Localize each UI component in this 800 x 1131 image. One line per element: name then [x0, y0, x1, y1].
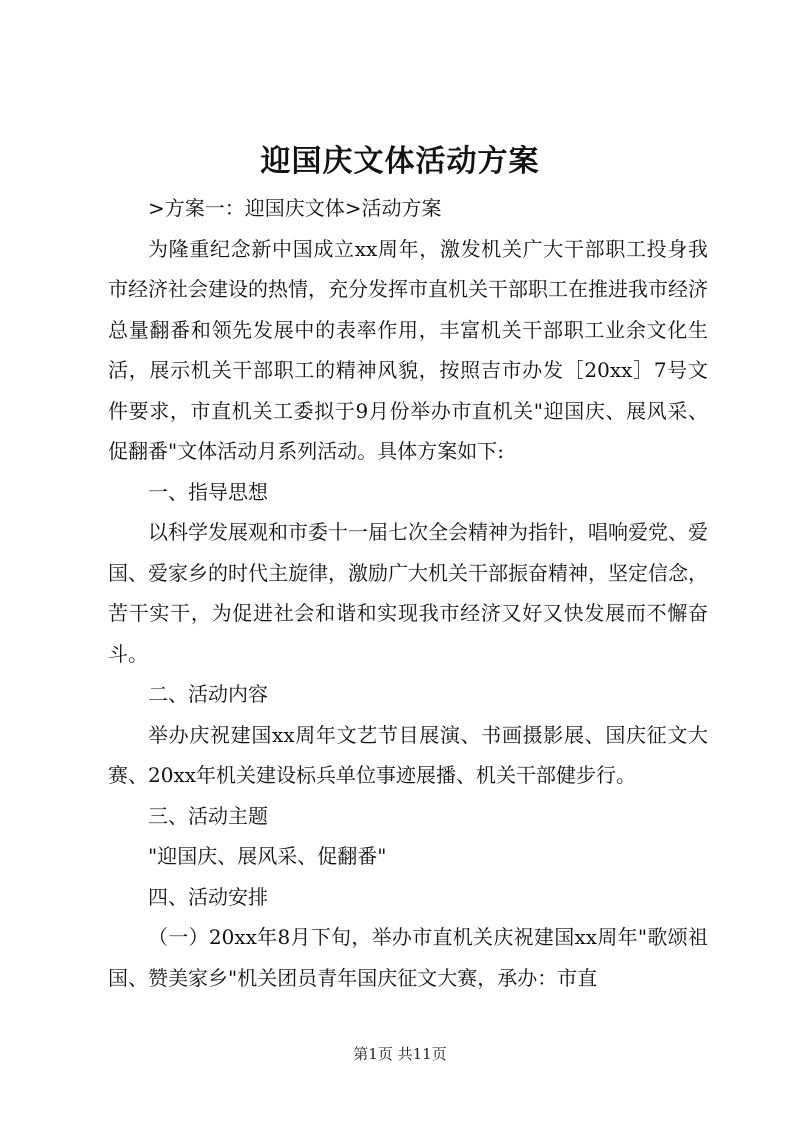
document-title: 迎国庆文体活动方案: [260, 144, 540, 179]
document-body: [108, 188, 708, 998]
section-heading-activity-theme: 三、活动主题: [148, 803, 268, 828]
page-number-footer: 第1页 共11页: [353, 1045, 447, 1063]
section-heading-activity-arrangement: 四、活动安排: [148, 884, 268, 909]
paragraph-scheme-heading: >方案一：迎国庆文体>活动方案: [148, 196, 442, 220]
section-heading-guiding-ideology: 一、指导思想: [148, 479, 268, 504]
section-heading-activity-content: 二、活动内容: [148, 682, 268, 706]
paragraph-guiding-ideology: 以科学发展观和市委十一届七次全会精神为指针，唱响爱党、爱国、爱家乡的时代主旋律，激励广大机关干部振奋精神，坚定信念，苦干实干，为促进社会和谐和实现我市经济又好又快发展而不懈奋斗。: [108, 520, 708, 666]
paragraph-arrangement-item-1: （一）20xx年8月下旬，举办市直机关庆祝建国xx周年"歌颂祖国、赞美家乡"机关团员青年国庆征文大赛，承办：市直: [108, 925, 708, 990]
paragraph-activity-content: 举办庆祝建国xx周年文艺节目展演、书画摄影展、国庆征文大赛、20xx年机关建设标兵单位事迹展播、机关干部健步行。: [108, 722, 708, 787]
paragraph-intro: 为隆重纪念新中国成立xx周年，激发机关广大干部职工投身我市经济社会建设的热情，充分发挥市直机关干部职工在推进我市经济总量翻番和领先发展中的表率作用，丰富机关干部职工业余文化生活，展示机关干部职工的精神风貌，按照吉市办发［20xx］7号文件要求，市直机关工委拟于9月份举办市直机关"迎国庆、展风采、促翻番"文体活动月系列活动。具体方案如下:: [108, 236, 708, 463]
paragraph-activity-theme: "迎国庆、展风采、促翻番": [148, 844, 387, 868]
